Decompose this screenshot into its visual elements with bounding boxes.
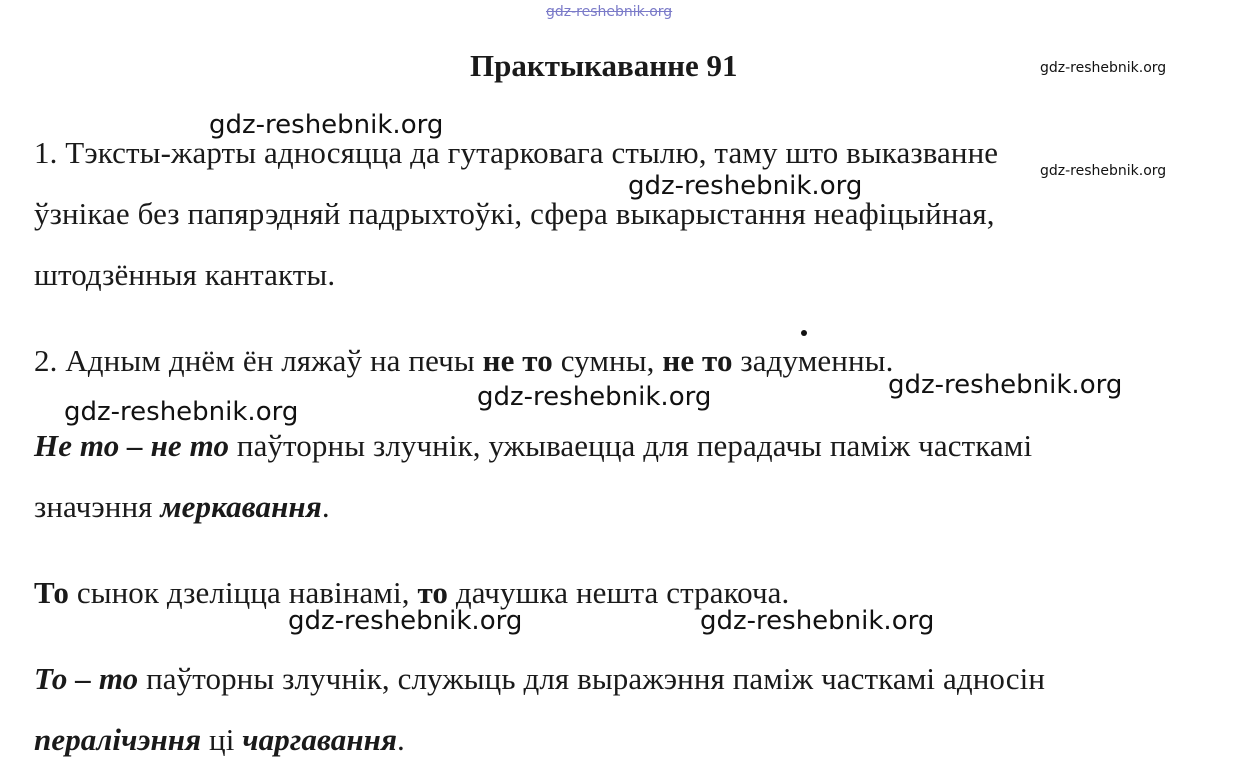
- p1-line-3: штодзённыя кантакты.: [34, 257, 336, 292]
- p5-line-2: [34, 722, 405, 758]
- watermark-2: gdz-reshebnik.org: [628, 171, 863, 201]
- stray-dot: [801, 330, 807, 336]
- watermark-3: gdz-reshebnik.org: [888, 370, 1123, 400]
- p3-line-1: [34, 428, 1032, 464]
- p2-prefix: 2. Адным днём ён ляжаў на печы: [34, 343, 483, 378]
- p2-line: [34, 343, 893, 379]
- p2-suffix: задуменны.: [732, 343, 894, 378]
- page-title: Практыкаванне 91: [470, 48, 738, 83]
- watermark-small-2: gdz-reshebnik.org: [1040, 163, 1167, 179]
- p4-mid: сынок дзеліцца навінамі,: [68, 575, 418, 610]
- watermark-top: gdz-reshebnik.org: [546, 4, 673, 20]
- watermark-5: gdz-reshebnik.org: [64, 397, 299, 427]
- p4-bold-1: То: [34, 575, 69, 610]
- p5-line2-mid: ці: [201, 722, 243, 757]
- p5-line2-emphasis-2: чаргавання: [242, 722, 398, 757]
- p4-bold-2: то: [417, 575, 448, 610]
- p1-line-2: ўзнікае без папярэдняй падрыхтоўкі, сфера выкарыстання неафіцыйная,: [34, 196, 995, 231]
- p3-rest: паўторны злучнік, ужываецца для перадачы паміж часткамі: [229, 428, 1033, 463]
- watermark-small-1: gdz-reshebnik.org: [1040, 60, 1167, 76]
- watermark-4: gdz-reshebnik.org: [477, 382, 712, 412]
- p4-line: [34, 575, 789, 611]
- p5-rest: паўторны злучнік, служыць для выражэння паміж часткамі адносін: [138, 661, 1046, 696]
- p3-line2-emphasis: меркавання: [160, 489, 322, 524]
- watermark-7: gdz-reshebnik.org: [700, 606, 935, 636]
- p2-bold-1: не то: [482, 343, 553, 378]
- p5-line-1: [34, 661, 1045, 697]
- watermark-1: gdz-reshebnik.org: [209, 110, 444, 140]
- p3-line2-text: значэння: [34, 489, 161, 524]
- p4-rest: дачушка нешта стракоча.: [447, 575, 790, 610]
- watermark-6: gdz-reshebnik.org: [288, 606, 523, 636]
- p3-line-2: [34, 489, 330, 525]
- p2-mid: сумны,: [552, 343, 663, 378]
- p5-line2-emphasis-1: пералічэння: [34, 722, 202, 757]
- p3-emphasis: Не то – не то: [34, 428, 230, 463]
- p5-line2-end: .: [397, 722, 405, 757]
- p3-line2-end: .: [321, 489, 330, 524]
- p5-emphasis: То – то: [34, 661, 139, 696]
- p2-bold-2: не то: [662, 343, 733, 378]
- p1-line-1: 1. Тэксты-жарты адносяцца да гутарковага стылю, таму што выказванне: [34, 135, 999, 170]
